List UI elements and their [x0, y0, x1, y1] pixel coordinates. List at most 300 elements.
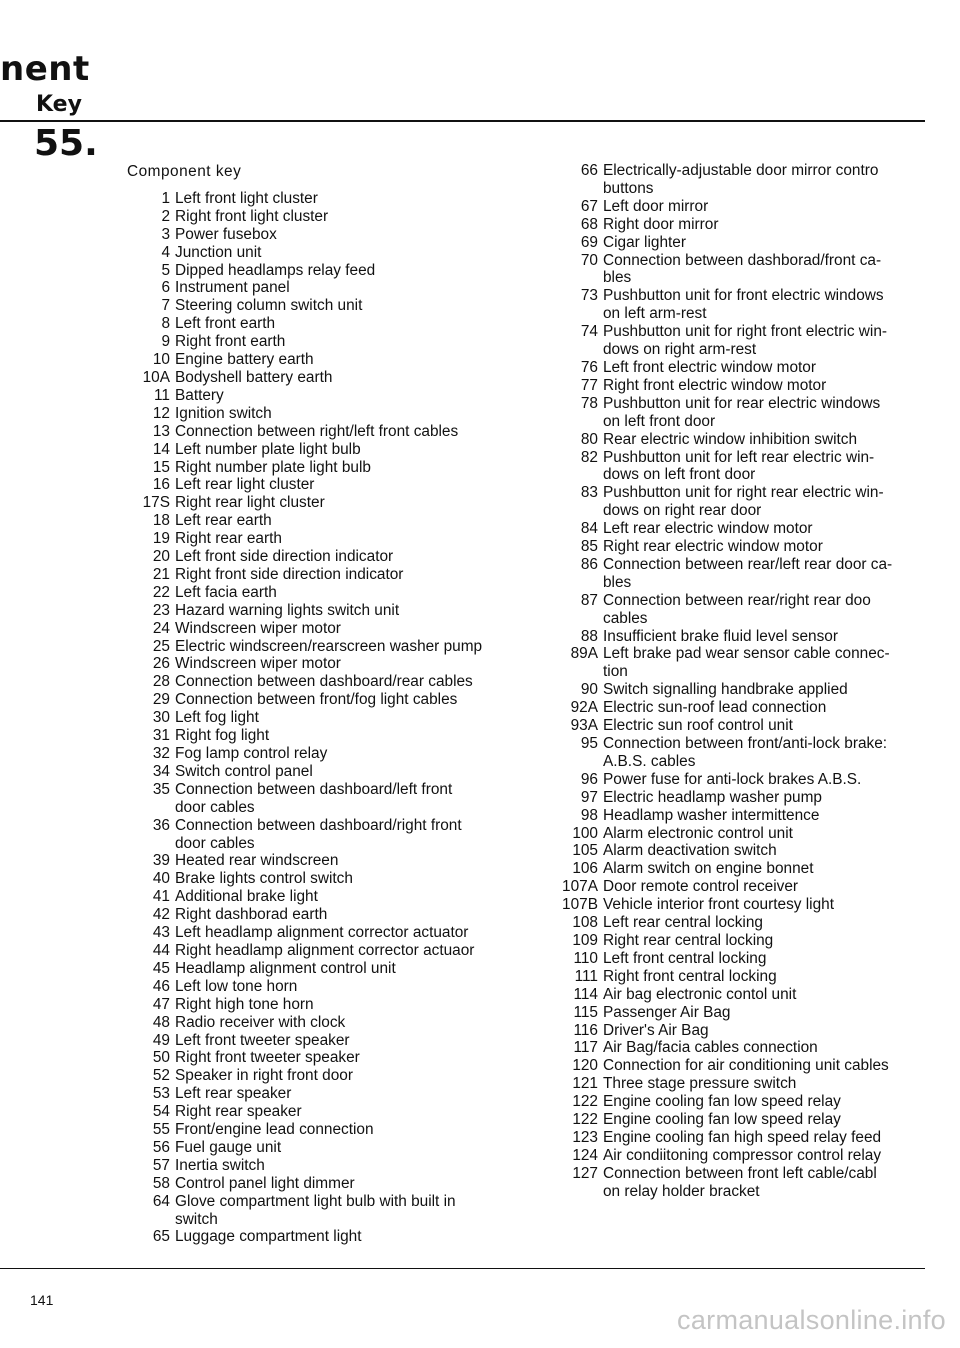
component-description: Junction unit: [175, 243, 262, 261]
component-number: 53: [152, 1085, 170, 1103]
component-entry: [525, 323, 930, 359]
component-entry: [100, 709, 520, 727]
component-description: Left rear central locking: [603, 914, 763, 932]
component-entry: [525, 878, 930, 896]
component-description: Engine cooling fan low speed relay: [603, 1093, 841, 1111]
component-entry: [525, 986, 930, 1004]
component-number: 123: [572, 1128, 598, 1146]
component-entry: [100, 870, 520, 888]
component-entry: [525, 1039, 930, 1057]
component-entry: [100, 1067, 520, 1085]
component-description: Alarm electronic control unit: [603, 824, 793, 842]
component-number: 116: [573, 1021, 598, 1039]
component-entry: [100, 566, 520, 584]
component-number: 55: [152, 1121, 170, 1139]
component-description: Left front earth: [175, 315, 276, 333]
component-entry: [100, 530, 520, 548]
component-number: 74: [580, 323, 598, 341]
component-description: Alarm deactivation switch: [603, 842, 777, 860]
component-description: Connection between front left cable/cabl on relay holder bracket: [603, 1164, 877, 1200]
component-description: Heated rear windscreen: [175, 852, 339, 870]
component-entry: [525, 860, 930, 878]
component-entry: [100, 226, 520, 244]
component-number: 97: [580, 788, 598, 806]
component-number: 49: [152, 1031, 170, 1049]
component-description: Rear electric window inhibition switch: [603, 430, 858, 448]
component-number: 1: [161, 189, 170, 207]
component-description: Left rear light cluster: [175, 476, 315, 494]
component-description: Engine battery earth: [175, 351, 314, 369]
component-description: Front/engine lead connection: [175, 1121, 374, 1139]
component-description: Right door mirror: [603, 215, 719, 233]
component-number: 34: [152, 762, 170, 780]
component-number: 85: [580, 538, 598, 556]
component-entry: [100, 244, 520, 262]
component-number: 11: [154, 386, 170, 404]
component-number: 7: [161, 297, 170, 315]
component-entry: [525, 645, 930, 681]
component-description: Dipped headlamps relay feed: [175, 261, 376, 279]
component-entry: [100, 548, 520, 566]
component-number: 5: [161, 261, 170, 279]
component-entry: [100, 1049, 520, 1067]
component-number: 117: [573, 1039, 598, 1057]
component-number: 90: [580, 681, 598, 699]
component-description: Engine cooling fan high speed relay feed: [603, 1128, 882, 1146]
chapter-subtitle: Key: [36, 92, 82, 117]
chapter-title-fragment: nent: [0, 49, 90, 89]
component-description: Connection between rear/right rear doo cables: [603, 591, 871, 627]
component-number: 4: [161, 243, 170, 261]
component-number: 67: [580, 197, 598, 215]
component-description: Passenger Air Bag: [603, 1003, 731, 1021]
component-number: 100: [572, 824, 598, 842]
component-entry: [100, 208, 520, 226]
component-description: Air Bag/facia cables connection: [603, 1039, 818, 1057]
component-description: Connection between dashboard/right front door cables: [175, 816, 462, 852]
component-number: 108: [572, 914, 598, 932]
component-key-heading: Component key: [127, 163, 242, 180]
component-number: 120: [572, 1057, 598, 1075]
component-number: 87: [580, 591, 598, 609]
component-number: 64: [152, 1192, 170, 1210]
component-entry: [525, 431, 930, 449]
component-entry: [100, 351, 520, 369]
component-description: Connection between front/anti-lock brake: A.B.S. cables: [603, 735, 888, 770]
component-number: 105: [572, 842, 598, 860]
component-description: Connection between dashborad/front ca- bles: [603, 251, 882, 287]
component-entry: [100, 924, 520, 942]
component-entry: [100, 978, 520, 996]
component-number: 9: [161, 333, 170, 351]
component-entry: [100, 1175, 520, 1193]
component-description: Left door mirror: [603, 197, 709, 215]
component-number: 28: [152, 673, 170, 691]
component-description: Three stage pressure switch: [603, 1075, 797, 1093]
component-entry: [100, 655, 520, 673]
component-entry: [100, 512, 520, 530]
component-number: 36: [152, 816, 170, 834]
component-description: Windscreen wiper motor: [175, 619, 341, 637]
component-description: Left front light cluster: [175, 189, 318, 207]
component-entry: [525, 252, 930, 288]
component-number: 30: [152, 709, 170, 727]
component-number: 13: [152, 422, 170, 440]
component-number: 12: [152, 404, 170, 422]
component-description: Control panel light dimmer: [175, 1174, 355, 1192]
component-number: 54: [152, 1103, 170, 1121]
component-number: 48: [152, 1013, 170, 1031]
component-description: Headlamp alignment control unit: [175, 959, 396, 977]
component-description: Pushbutton unit for right front electric win- dows on right arm-rest: [603, 323, 888, 359]
component-description: Brake lights control switch: [175, 870, 353, 888]
component-description: Connection between rear/left rear door ca- bles: [603, 555, 893, 591]
watermark: carmanualsonline.info: [677, 1305, 946, 1335]
component-entry: [100, 262, 520, 280]
component-description: Right dashborad earth: [175, 906, 328, 924]
component-description: Pushbutton unit for front electric windows on left arm-rest: [603, 287, 884, 323]
component-description: Speaker in right front door: [175, 1067, 353, 1085]
component-entry: [525, 234, 930, 252]
component-description: Insufficient brake fluid level sensor: [603, 627, 838, 645]
component-description: Inertia switch: [175, 1156, 265, 1174]
component-number: 40: [152, 870, 170, 888]
component-number: 25: [152, 637, 170, 655]
component-description: Left rear speaker: [175, 1085, 292, 1103]
component-entry: [100, 763, 520, 781]
header-rule: [0, 120, 925, 122]
left-component-list: [100, 163, 520, 1246]
component-number: 58: [152, 1174, 170, 1192]
component-entry: [525, 1057, 930, 1075]
component-number: 124: [572, 1146, 598, 1164]
component-number: 78: [580, 394, 598, 412]
component-description: Windscreen wiper motor: [175, 655, 341, 673]
component-description: Left front tweeter speaker: [175, 1031, 350, 1049]
component-entry: [525, 789, 930, 807]
component-description: Right front side direction indicator: [175, 565, 404, 583]
component-number: 2: [161, 207, 170, 225]
component-entry: [525, 896, 930, 914]
component-entry: [100, 1121, 520, 1139]
component-number: 96: [580, 770, 598, 788]
component-number: 121: [572, 1075, 598, 1093]
left-entries: [100, 190, 520, 1246]
component-description: Left brake pad wear sensor cable connec- tion: [603, 645, 890, 681]
component-entry: [100, 494, 520, 512]
component-entry: [525, 556, 930, 592]
component-entry: [100, 1103, 520, 1121]
component-description: Luggage compartment light: [175, 1228, 362, 1246]
component-description: Right number plate light bulb: [175, 458, 371, 476]
component-description: Fog lamp control relay: [175, 745, 328, 762]
footer-rule: [0, 1268, 925, 1269]
component-entry: [100, 1014, 520, 1032]
component-entry: [525, 807, 930, 825]
component-number: 115: [573, 1003, 598, 1021]
component-description: Left fog light: [175, 709, 259, 727]
component-number: 98: [580, 806, 598, 824]
component-number: 26: [152, 655, 170, 673]
component-entry: [525, 1111, 930, 1129]
component-description: Left number plate light bulb: [175, 440, 361, 458]
component-entry: [525, 699, 930, 717]
component-number: 114: [573, 985, 598, 1003]
component-number: 95: [580, 735, 598, 752]
component-entry: [100, 190, 520, 208]
component-number: 44: [152, 941, 170, 959]
component-description: Electric sun-roof lead connection: [603, 699, 827, 717]
component-number: 17S: [142, 494, 170, 512]
component-description: Door remote control receiver: [603, 878, 799, 896]
component-description: Right front central locking: [603, 967, 777, 985]
component-entry: [525, 950, 930, 968]
component-number: 50: [152, 1049, 170, 1067]
component-description: Right rear speaker: [175, 1103, 302, 1121]
component-description: Bodyshell battery earth: [175, 368, 333, 386]
component-number: 42: [152, 906, 170, 924]
component-number: 8: [161, 315, 170, 333]
component-number: 80: [580, 430, 598, 448]
component-entry: [100, 942, 520, 960]
component-entry: [525, 681, 930, 699]
component-number: 107A: [562, 878, 598, 896]
component-number: 6: [161, 279, 170, 297]
component-number: 122: [572, 1093, 598, 1111]
component-entry: [525, 717, 930, 735]
component-entry: [525, 287, 930, 323]
component-description: Right headlamp alignment corrector actuaor: [175, 941, 475, 959]
component-entry: [525, 1147, 930, 1165]
component-description: Cigar lighter: [603, 233, 686, 251]
component-description: Electric windscreen/rearscreen washer pump: [175, 637, 483, 655]
component-description: Left headlamp alignment corrector actuator: [175, 924, 469, 942]
component-number: 22: [152, 583, 170, 601]
component-description: Fuel gauge unit: [175, 1138, 282, 1156]
component-number: 89A: [570, 645, 598, 663]
component-entry: [100, 960, 520, 978]
component-entry: [525, 1129, 930, 1147]
component-number: 68: [580, 215, 598, 233]
component-number: 10: [152, 351, 170, 369]
component-number: 31: [152, 727, 170, 745]
component-number: 86: [580, 555, 598, 573]
component-description: Right front tweeter speaker: [175, 1049, 360, 1067]
component-description: Hazard warning lights switch unit: [175, 601, 400, 619]
component-description: Right front light cluster: [175, 207, 329, 225]
component-number: 66: [580, 162, 598, 179]
component-number: 19: [152, 530, 170, 548]
component-description: Left front electric window motor: [603, 358, 816, 376]
component-entry: [100, 279, 520, 297]
component-number: 56: [152, 1138, 170, 1156]
component-number: 77: [580, 376, 598, 394]
component-entry: [100, 852, 520, 870]
section-number: 55.: [34, 123, 98, 164]
component-description: Connection between dashboard/rear cables: [175, 673, 473, 691]
component-entry: [525, 771, 930, 789]
component-number: 73: [580, 287, 598, 305]
component-number: 3: [161, 225, 170, 243]
component-number: 70: [580, 251, 598, 269]
component-number: 83: [580, 484, 598, 502]
component-number: 69: [580, 233, 598, 251]
component-number: 107B: [562, 896, 598, 914]
component-entry: [100, 1228, 520, 1246]
component-entry: [525, 449, 930, 485]
component-number: 39: [152, 852, 170, 870]
component-entry: [525, 825, 930, 843]
component-entry: [525, 1004, 930, 1022]
component-number: 122: [572, 1111, 598, 1129]
component-description: Alarm switch on engine bonnet: [603, 860, 814, 878]
component-entry: [100, 745, 520, 763]
page-number: 141: [30, 1292, 54, 1308]
component-number: 84: [580, 520, 598, 538]
component-entry: [525, 735, 930, 771]
component-entry: [100, 459, 520, 477]
component-entry: [100, 727, 520, 745]
component-number: 18: [152, 512, 170, 530]
component-description: Switch control panel: [175, 762, 313, 780]
component-number: 21: [152, 565, 170, 583]
component-number: 52: [152, 1067, 170, 1085]
component-entry: [100, 476, 520, 494]
component-description: Glove compartment light bulb with built in switch: [175, 1192, 456, 1228]
component-description: Headlamp washer intermittence: [603, 806, 820, 824]
component-entry: [100, 584, 520, 602]
component-entry: [525, 1022, 930, 1040]
component-entry: [100, 297, 520, 315]
component-entry: [525, 359, 930, 377]
component-description: Ignition switch: [175, 404, 272, 422]
component-number: 24: [152, 619, 170, 637]
component-description: Steering column switch unit: [175, 297, 363, 315]
component-description: Driver's Air Bag: [603, 1021, 709, 1039]
component-description: Battery: [175, 386, 224, 404]
component-number: 82: [580, 448, 598, 466]
component-description: Electric sun roof control unit: [603, 717, 793, 735]
component-description: Air bag electronic contol unit: [603, 985, 797, 1003]
component-description: Radio receiver with clock: [175, 1013, 346, 1031]
component-entry: [525, 842, 930, 860]
right-entries: [525, 162, 930, 1201]
component-number: 76: [580, 358, 598, 376]
component-description: Right fog light: [175, 727, 270, 745]
component-description: Left facia earth: [175, 583, 277, 601]
component-description: Pushbutton unit for rear electric windows on left front door: [603, 394, 881, 430]
component-entry: [525, 395, 930, 431]
component-number: 46: [152, 977, 170, 995]
component-entry: [100, 781, 520, 817]
component-entry: [100, 441, 520, 459]
component-entry: [525, 628, 930, 646]
component-entry: [100, 333, 520, 351]
component-entry: [100, 638, 520, 656]
component-number: 41: [152, 888, 170, 906]
component-entry: [525, 216, 930, 234]
component-description: Right high tone horn: [175, 995, 314, 1013]
component-entry: [100, 817, 520, 853]
component-description: Left front central locking: [603, 949, 767, 967]
component-number: 23: [152, 601, 170, 619]
component-entry: [525, 1075, 930, 1093]
component-number: 92A: [570, 699, 598, 717]
component-number: 109: [572, 931, 598, 949]
component-description: Pushbutton unit for left rear electric win- dows on left front door: [603, 448, 875, 484]
component-entry: [525, 932, 930, 950]
component-description: Right rear electric window motor: [603, 538, 823, 556]
component-description: Left front side direction indicator: [175, 548, 394, 566]
component-number: 110: [573, 949, 598, 967]
component-entry: [525, 484, 930, 520]
component-number: 20: [152, 548, 170, 566]
component-description: Electrically-adjustable door mirror contro buttons: [603, 162, 879, 197]
component-entry: [100, 1085, 520, 1103]
component-entry: [100, 673, 520, 691]
component-description: Connection between front/fog light cables: [175, 691, 458, 709]
component-description: Air condiitoning compressor control relay: [603, 1146, 882, 1164]
component-number: 10A: [142, 368, 170, 386]
component-entry: [100, 602, 520, 620]
component-number: 88: [580, 627, 598, 645]
component-number: 93A: [570, 717, 598, 735]
component-number: 111: [574, 967, 598, 985]
component-description: Instrument panel: [175, 279, 290, 297]
component-description: Additional brake light: [175, 888, 318, 906]
component-entry: [100, 888, 520, 906]
component-description: Connection between dashboard/left front door cables: [175, 780, 453, 816]
component-entry: [525, 1093, 930, 1111]
component-entry: [100, 405, 520, 423]
component-number: 106: [572, 860, 598, 878]
component-number: 29: [152, 691, 170, 709]
component-description: Power fusebox: [175, 225, 277, 243]
component-number: 57: [152, 1156, 170, 1174]
component-description: Left rear electric window motor: [603, 520, 813, 538]
component-number: 15: [152, 458, 170, 476]
component-description: Switch signalling handbrake applied: [603, 681, 848, 699]
component-number: 32: [152, 745, 170, 762]
component-description: Power fuse for anti-lock brakes A.B.S.: [603, 770, 862, 788]
component-entry: [100, 620, 520, 638]
component-entry: [100, 387, 520, 405]
component-description: Right front electric window motor: [603, 376, 827, 394]
component-entry: [100, 1032, 520, 1050]
component-number: 47: [152, 995, 170, 1013]
component-description: Electric headlamp washer pump: [603, 788, 822, 806]
component-description: Vehicle interior front courtesy light: [603, 896, 834, 914]
component-entry: [525, 1165, 930, 1201]
component-entry: [100, 315, 520, 333]
component-number: 65: [152, 1228, 170, 1246]
component-description: Right front earth: [175, 333, 286, 351]
component-number: 43: [152, 924, 170, 942]
component-entry: [525, 968, 930, 986]
component-description: Left low tone horn: [175, 977, 298, 995]
component-entry: [100, 906, 520, 924]
component-entry: [525, 538, 930, 556]
component-number: 45: [152, 959, 170, 977]
component-description: Right rear earth: [175, 530, 282, 548]
component-description: Connection for air conditioning unit cables: [603, 1057, 889, 1075]
component-entry: [525, 520, 930, 538]
component-entry: [100, 423, 520, 441]
component-entry: [100, 369, 520, 387]
component-description: Pushbutton unit for right rear electric win- dows on right rear door: [603, 484, 884, 520]
component-entry: [525, 198, 930, 216]
component-number: 127: [572, 1164, 598, 1182]
